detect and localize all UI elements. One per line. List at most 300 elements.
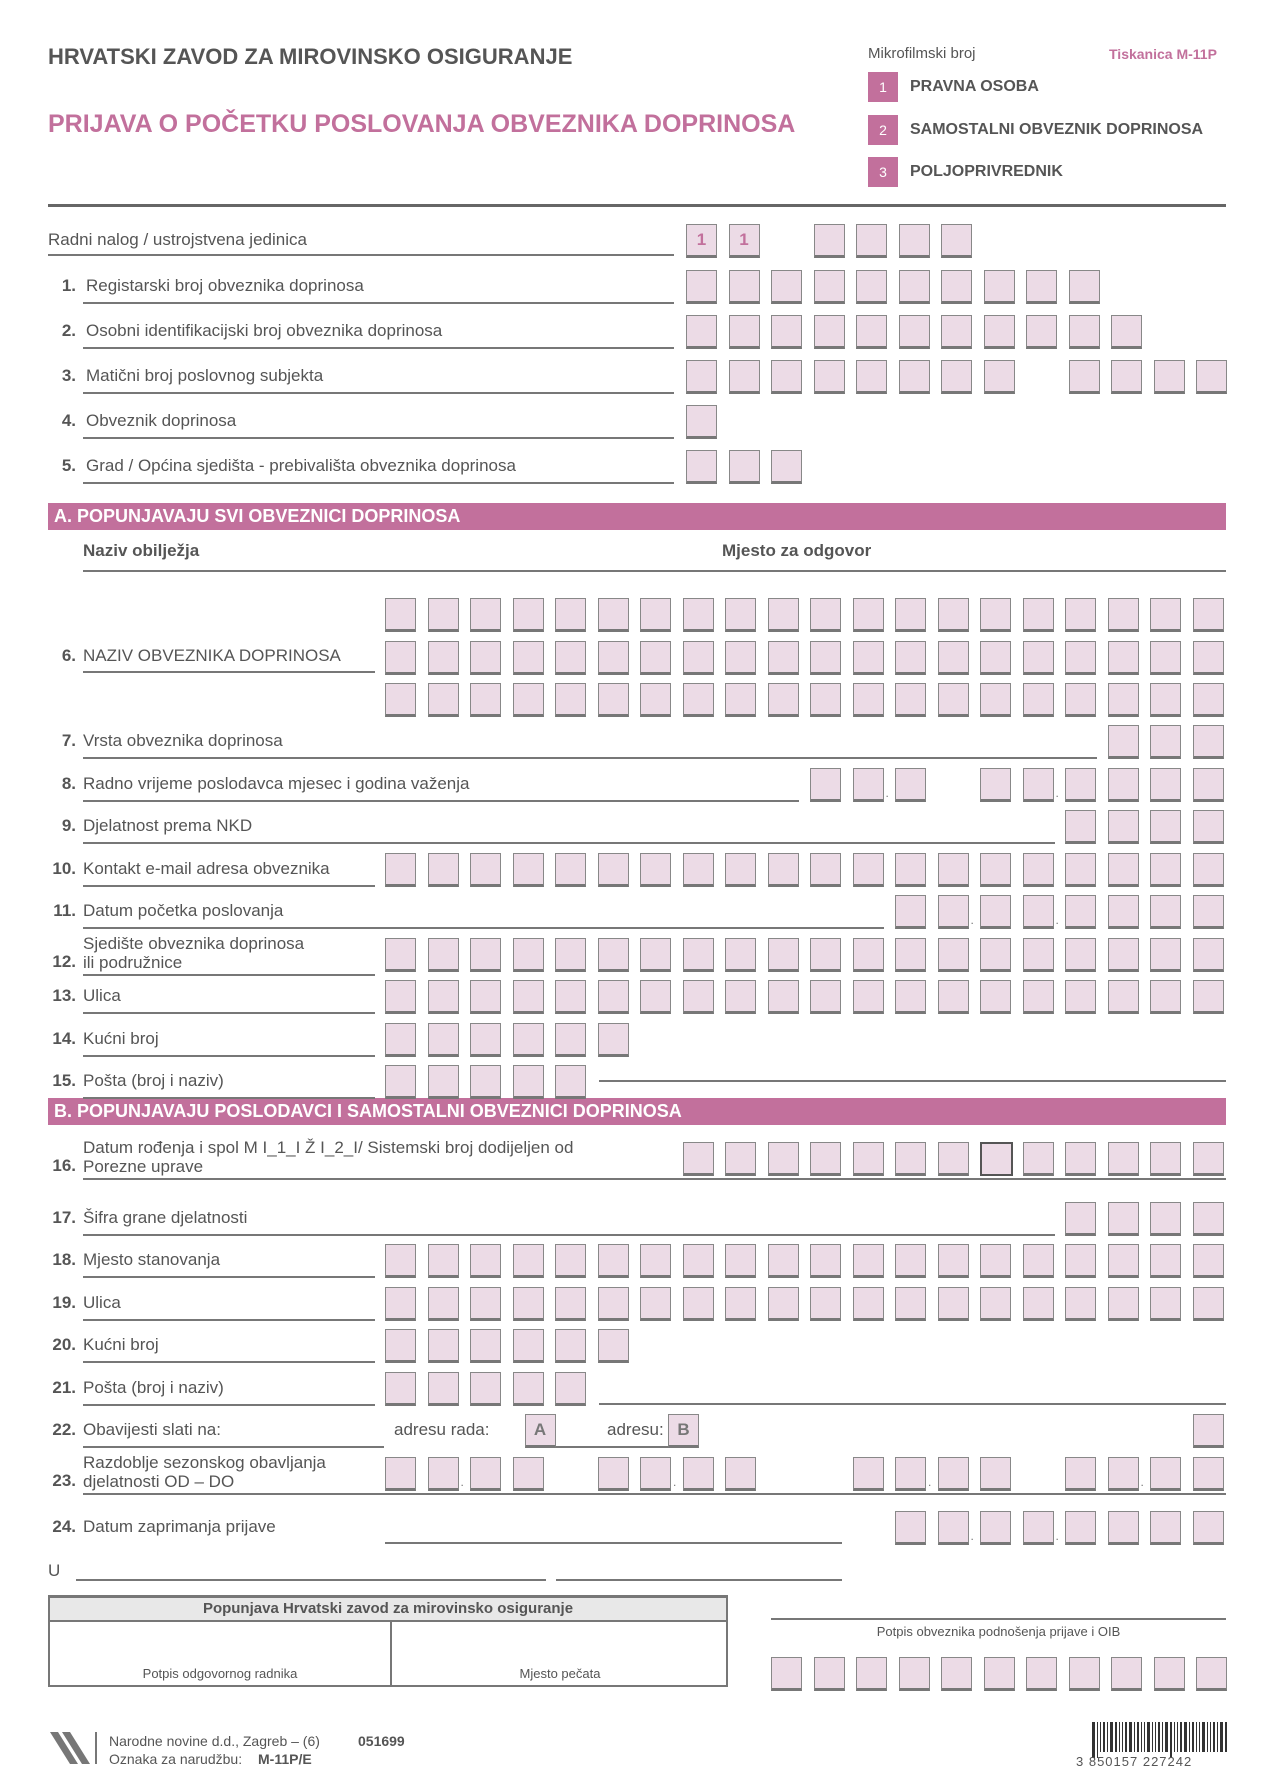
input-box[interactable] [683,1287,714,1321]
input-box[interactable] [598,853,629,887]
input-box[interactable] [640,980,671,1014]
input-box[interactable] [980,1142,1013,1176]
input-box[interactable] [1193,1414,1224,1448]
name-input-box[interactable] [428,598,459,632]
input-box[interactable] [810,1142,841,1176]
input-box[interactable] [513,980,544,1014]
input-box[interactable] [771,270,802,304]
name-input-box[interactable] [598,641,629,675]
input-box[interactable] [980,1457,1011,1491]
input-box[interactable] [470,938,501,972]
work-order-box[interactable] [856,224,887,258]
input-box[interactable] [814,315,845,349]
input-box[interactable] [1065,853,1096,887]
input-box[interactable] [1150,853,1181,887]
input-box[interactable] [768,980,799,1014]
oib-box[interactable] [899,1657,930,1691]
input-box[interactable] [768,1244,799,1278]
input-box[interactable] [856,270,887,304]
input-box[interactable] [1150,1457,1181,1491]
input-box[interactable] [683,1244,714,1278]
name-input-box[interactable] [640,598,671,632]
name-input-box[interactable] [810,598,841,632]
input-box[interactable] [1023,1287,1054,1321]
input-box[interactable] [1108,768,1139,802]
input-box[interactable] [1150,980,1181,1014]
name-input-box[interactable] [428,683,459,717]
name-input-box[interactable] [683,683,714,717]
name-input-box[interactable] [980,598,1011,632]
input-box[interactable] [686,315,717,349]
input-box[interactable] [980,895,1011,929]
input-box[interactable] [895,1511,926,1545]
input-box[interactable] [1193,895,1224,929]
input-box[interactable] [771,450,802,484]
input-box[interactable] [1150,1287,1181,1321]
input-box[interactable] [470,1457,501,1491]
input-box[interactable] [470,1287,501,1321]
input-box[interactable] [725,1287,756,1321]
option-1-checkbox[interactable]: 1 [868,72,898,102]
input-box[interactable] [853,853,884,887]
post-name-field[interactable] [599,1080,1226,1082]
input-box[interactable] [941,360,972,394]
name-input-box[interactable] [470,641,501,675]
input-box[interactable] [853,980,884,1014]
work-order-box[interactable] [899,224,930,258]
input-box[interactable] [1193,1142,1224,1176]
input-box[interactable] [683,853,714,887]
input-box[interactable] [1065,768,1096,802]
input-box[interactable] [1108,1244,1139,1278]
input-box[interactable] [1193,938,1224,972]
input-box[interactable] [938,1457,969,1491]
input-box[interactable] [683,1142,714,1176]
name-input-box[interactable] [555,641,586,675]
name-input-box[interactable] [1065,598,1096,632]
input-box[interactable] [1193,853,1224,887]
name-input-box[interactable] [1108,598,1139,632]
name-input-box[interactable] [1065,641,1096,675]
input-box[interactable] [768,1287,799,1321]
name-input-box[interactable] [555,598,586,632]
input-box[interactable] [513,938,544,972]
input-box[interactable] [385,1065,416,1099]
input-box[interactable] [385,853,416,887]
name-input-box[interactable] [1150,641,1181,675]
input-box[interactable] [771,315,802,349]
input-box[interactable] [895,938,926,972]
input-box[interactable] [555,1372,586,1406]
input-box[interactable] [555,980,586,1014]
input-box[interactable] [428,980,459,1014]
input-box[interactable] [598,980,629,1014]
input-box[interactable] [1193,980,1224,1014]
name-input-box[interactable] [725,683,756,717]
input-box[interactable] [941,270,972,304]
name-input-box[interactable] [1023,641,1054,675]
post-name-field[interactable] [599,1403,1226,1405]
input-box[interactable] [1069,360,1100,394]
input-box[interactable] [938,1287,969,1321]
input-box[interactable] [1150,1244,1181,1278]
name-input-box[interactable] [895,683,926,717]
input-box[interactable] [810,1244,841,1278]
input-box[interactable] [598,1244,629,1278]
input-box[interactable] [980,853,1011,887]
input-box[interactable] [856,315,887,349]
input-box[interactable] [938,853,969,887]
input-box[interactable] [1150,725,1181,759]
oib-box[interactable] [1196,1657,1227,1691]
input-box[interactable] [1196,360,1227,394]
input-box[interactable] [470,1023,501,1057]
input-box[interactable] [428,1287,459,1321]
input-box[interactable] [895,1244,926,1278]
input-box[interactable] [1023,1511,1054,1545]
input-box[interactable] [1065,1202,1096,1236]
input-box[interactable] [768,938,799,972]
input-box[interactable] [895,1457,926,1491]
input-box[interactable] [555,1287,586,1321]
input-box[interactable] [598,1457,629,1491]
input-box[interactable] [814,360,845,394]
input-box[interactable] [598,1023,629,1057]
input-box[interactable] [856,360,887,394]
name-input-box[interactable] [768,683,799,717]
input-box[interactable] [1193,768,1224,802]
input-box[interactable] [1193,810,1224,844]
input-box[interactable] [1065,810,1096,844]
input-box[interactable] [470,980,501,1014]
input-box[interactable] [640,853,671,887]
input-box[interactable] [899,315,930,349]
input-box[interactable] [1193,1457,1224,1491]
input-box[interactable] [555,1244,586,1278]
input-box[interactable] [938,895,969,929]
input-box[interactable] [1023,980,1054,1014]
oib-box[interactable] [814,1657,845,1691]
name-input-box[interactable] [598,683,629,717]
input-box[interactable] [428,1329,459,1363]
name-input-box[interactable] [938,598,969,632]
input-box[interactable] [853,1457,884,1491]
name-input-box[interactable] [683,641,714,675]
input-box[interactable] [938,938,969,972]
input-box[interactable] [555,1329,586,1363]
name-input-box[interactable] [513,598,544,632]
name-input-box[interactable] [385,598,416,632]
input-box[interactable] [1111,315,1142,349]
name-input-box[interactable] [980,641,1011,675]
oib-box[interactable] [1154,1657,1185,1691]
input-box[interactable] [1026,270,1057,304]
input-box[interactable] [385,980,416,1014]
work-order-box[interactable]: 1 [686,224,717,258]
input-box[interactable] [1193,1287,1224,1321]
input-box[interactable] [385,1244,416,1278]
name-input-box[interactable] [683,598,714,632]
input-box[interactable] [1023,768,1054,802]
input-box[interactable] [938,1511,969,1545]
input-box[interactable] [725,1244,756,1278]
input-box[interactable] [1069,270,1100,304]
input-box[interactable] [640,938,671,972]
input-box[interactable] [771,360,802,394]
name-input-box[interactable] [768,641,799,675]
name-input-box[interactable] [938,641,969,675]
name-input-box[interactable] [1065,683,1096,717]
oib-box[interactable] [941,1657,972,1691]
input-box[interactable] [1108,1202,1139,1236]
input-box[interactable] [729,315,760,349]
name-input-box[interactable] [470,598,501,632]
input-box[interactable] [686,405,717,439]
input-box[interactable] [938,980,969,1014]
input-box[interactable] [513,1457,544,1491]
input-box[interactable] [470,1329,501,1363]
input-box[interactable] [725,1457,756,1491]
input-box[interactable] [768,853,799,887]
name-input-box[interactable] [385,683,416,717]
input-box[interactable] [385,1372,416,1406]
input-box[interactable] [725,1142,756,1176]
name-input-box[interactable] [1150,598,1181,632]
input-box[interactable] [980,938,1011,972]
input-box[interactable] [683,938,714,972]
name-input-box[interactable] [470,683,501,717]
name-input-box[interactable] [428,641,459,675]
name-input-box[interactable] [725,598,756,632]
input-box[interactable] [853,768,884,802]
input-box[interactable] [428,1372,459,1406]
input-box[interactable] [1193,1244,1224,1278]
name-input-box[interactable] [1193,598,1224,632]
name-input-box[interactable] [895,598,926,632]
input-box[interactable] [895,853,926,887]
input-box[interactable] [729,270,760,304]
input-box[interactable] [683,1457,714,1491]
input-box[interactable] [1065,1457,1096,1491]
input-box[interactable] [598,1287,629,1321]
name-input-box[interactable] [768,598,799,632]
input-box[interactable] [1193,1511,1224,1545]
input-box[interactable] [729,360,760,394]
name-input-box[interactable] [1023,683,1054,717]
name-input-box[interactable] [895,641,926,675]
input-box[interactable] [1065,980,1096,1014]
input-box[interactable] [470,1372,501,1406]
input-box[interactable] [810,768,841,802]
input-box[interactable] [1065,895,1096,929]
work-order-box[interactable] [941,224,972,258]
name-input-box[interactable] [853,641,884,675]
input-box[interactable] [810,938,841,972]
input-box[interactable] [768,1142,799,1176]
input-box[interactable] [1108,853,1139,887]
input-box[interactable] [513,1244,544,1278]
input-box[interactable] [470,853,501,887]
input-box[interactable] [1193,1202,1224,1236]
oib-box[interactable] [984,1657,1015,1691]
input-box[interactable] [853,938,884,972]
name-input-box[interactable] [810,641,841,675]
name-input-box[interactable] [938,683,969,717]
input-box[interactable] [513,1329,544,1363]
input-box[interactable] [853,1287,884,1321]
name-input-box[interactable] [1193,683,1224,717]
input-box[interactable] [513,1287,544,1321]
applicant-signature-line[interactable] [771,1618,1226,1620]
input-box[interactable] [1150,810,1181,844]
receipt-field[interactable] [385,1542,842,1544]
input-box[interactable] [385,1287,416,1321]
oib-box[interactable] [771,1657,802,1691]
input-box[interactable] [984,270,1015,304]
input-box[interactable] [640,1287,671,1321]
input-box[interactable] [814,270,845,304]
input-box[interactable] [513,1372,544,1406]
oib-box[interactable] [856,1657,887,1691]
input-box[interactable] [385,938,416,972]
input-box[interactable] [980,1244,1011,1278]
name-input-box[interactable] [980,683,1011,717]
input-box[interactable] [1065,1142,1096,1176]
input-box[interactable] [1069,315,1100,349]
input-box[interactable] [513,1065,544,1099]
input-box[interactable] [513,853,544,887]
input-box[interactable] [810,980,841,1014]
name-input-box[interactable] [1023,598,1054,632]
input-box[interactable] [853,1244,884,1278]
name-input-box[interactable] [853,683,884,717]
name-input-box[interactable] [1193,641,1224,675]
input-box[interactable] [1108,810,1139,844]
input-box[interactable] [1193,725,1224,759]
input-box[interactable] [1065,1287,1096,1321]
input-box[interactable] [385,1023,416,1057]
name-input-box[interactable] [853,598,884,632]
input-box[interactable] [984,360,1015,394]
input-box[interactable] [941,315,972,349]
work-order-box[interactable]: 1 [729,224,760,258]
name-input-box[interactable] [1108,641,1139,675]
input-box[interactable] [1108,938,1139,972]
input-box[interactable] [1154,360,1185,394]
input-box[interactable] [895,895,926,929]
input-box[interactable] [686,270,717,304]
input-box[interactable] [1108,1511,1139,1545]
input-box[interactable] [980,768,1011,802]
input-box[interactable] [980,1511,1011,1545]
name-input-box[interactable] [513,641,544,675]
input-box[interactable] [683,980,714,1014]
input-box[interactable] [853,1142,884,1176]
name-input-box[interactable] [385,641,416,675]
input-box[interactable] [725,938,756,972]
name-input-box[interactable] [640,683,671,717]
input-box[interactable] [640,1244,671,1278]
oib-box[interactable] [1069,1657,1100,1691]
input-box[interactable] [895,768,926,802]
input-box[interactable] [428,1065,459,1099]
input-box[interactable] [428,1457,459,1491]
input-box[interactable] [895,1142,926,1176]
oib-box[interactable] [1111,1657,1142,1691]
input-box[interactable] [895,1287,926,1321]
input-box[interactable] [555,853,586,887]
name-input-box[interactable] [1108,683,1139,717]
input-box[interactable] [385,1329,416,1363]
input-box[interactable] [1150,895,1181,929]
name-input-box[interactable] [555,683,586,717]
input-box[interactable] [984,315,1015,349]
input-box[interactable] [895,980,926,1014]
input-box[interactable] [1108,1457,1139,1491]
input-box[interactable] [1108,725,1139,759]
name-input-box[interactable] [1150,683,1181,717]
notify-address-box[interactable]: B [668,1414,699,1448]
input-box[interactable] [470,1065,501,1099]
option-2-checkbox[interactable]: 2 [868,115,898,145]
option-3-checkbox[interactable]: 3 [868,157,898,187]
input-box[interactable] [1150,1511,1181,1545]
work-order-box[interactable] [814,224,845,258]
input-box[interactable] [555,938,586,972]
input-box[interactable] [428,938,459,972]
input-box[interactable] [899,270,930,304]
oib-box[interactable] [1026,1657,1057,1691]
input-box[interactable] [980,980,1011,1014]
input-box[interactable] [899,360,930,394]
name-input-box[interactable] [513,683,544,717]
input-box[interactable] [470,1244,501,1278]
input-box[interactable] [1108,895,1139,929]
name-input-box[interactable] [598,598,629,632]
input-box[interactable] [729,450,760,484]
name-input-box[interactable] [640,641,671,675]
input-box[interactable] [938,1142,969,1176]
input-box[interactable] [1150,768,1181,802]
input-box[interactable] [1150,1202,1181,1236]
input-box[interactable] [1065,938,1096,972]
input-box[interactable] [428,1244,459,1278]
date-field[interactable] [556,1579,842,1581]
input-box[interactable] [598,938,629,972]
input-box[interactable] [686,450,717,484]
input-box[interactable] [555,1065,586,1099]
input-box[interactable] [1065,1511,1096,1545]
input-box[interactable] [428,853,459,887]
name-input-box[interactable] [725,641,756,675]
input-box[interactable] [428,1023,459,1057]
input-box[interactable] [1108,1142,1139,1176]
input-box[interactable] [1150,1142,1181,1176]
input-box[interactable] [1065,1244,1096,1278]
input-box[interactable] [598,1329,629,1363]
input-box[interactable] [1111,360,1142,394]
input-box[interactable] [1108,1287,1139,1321]
input-box[interactable] [1023,1142,1054,1176]
input-box[interactable] [938,1244,969,1278]
input-box[interactable] [1150,938,1181,972]
input-box[interactable] [1108,980,1139,1014]
input-box[interactable] [513,1023,544,1057]
input-box[interactable] [1023,895,1054,929]
input-box[interactable] [1023,938,1054,972]
input-box[interactable] [640,1457,671,1491]
input-box[interactable] [810,853,841,887]
